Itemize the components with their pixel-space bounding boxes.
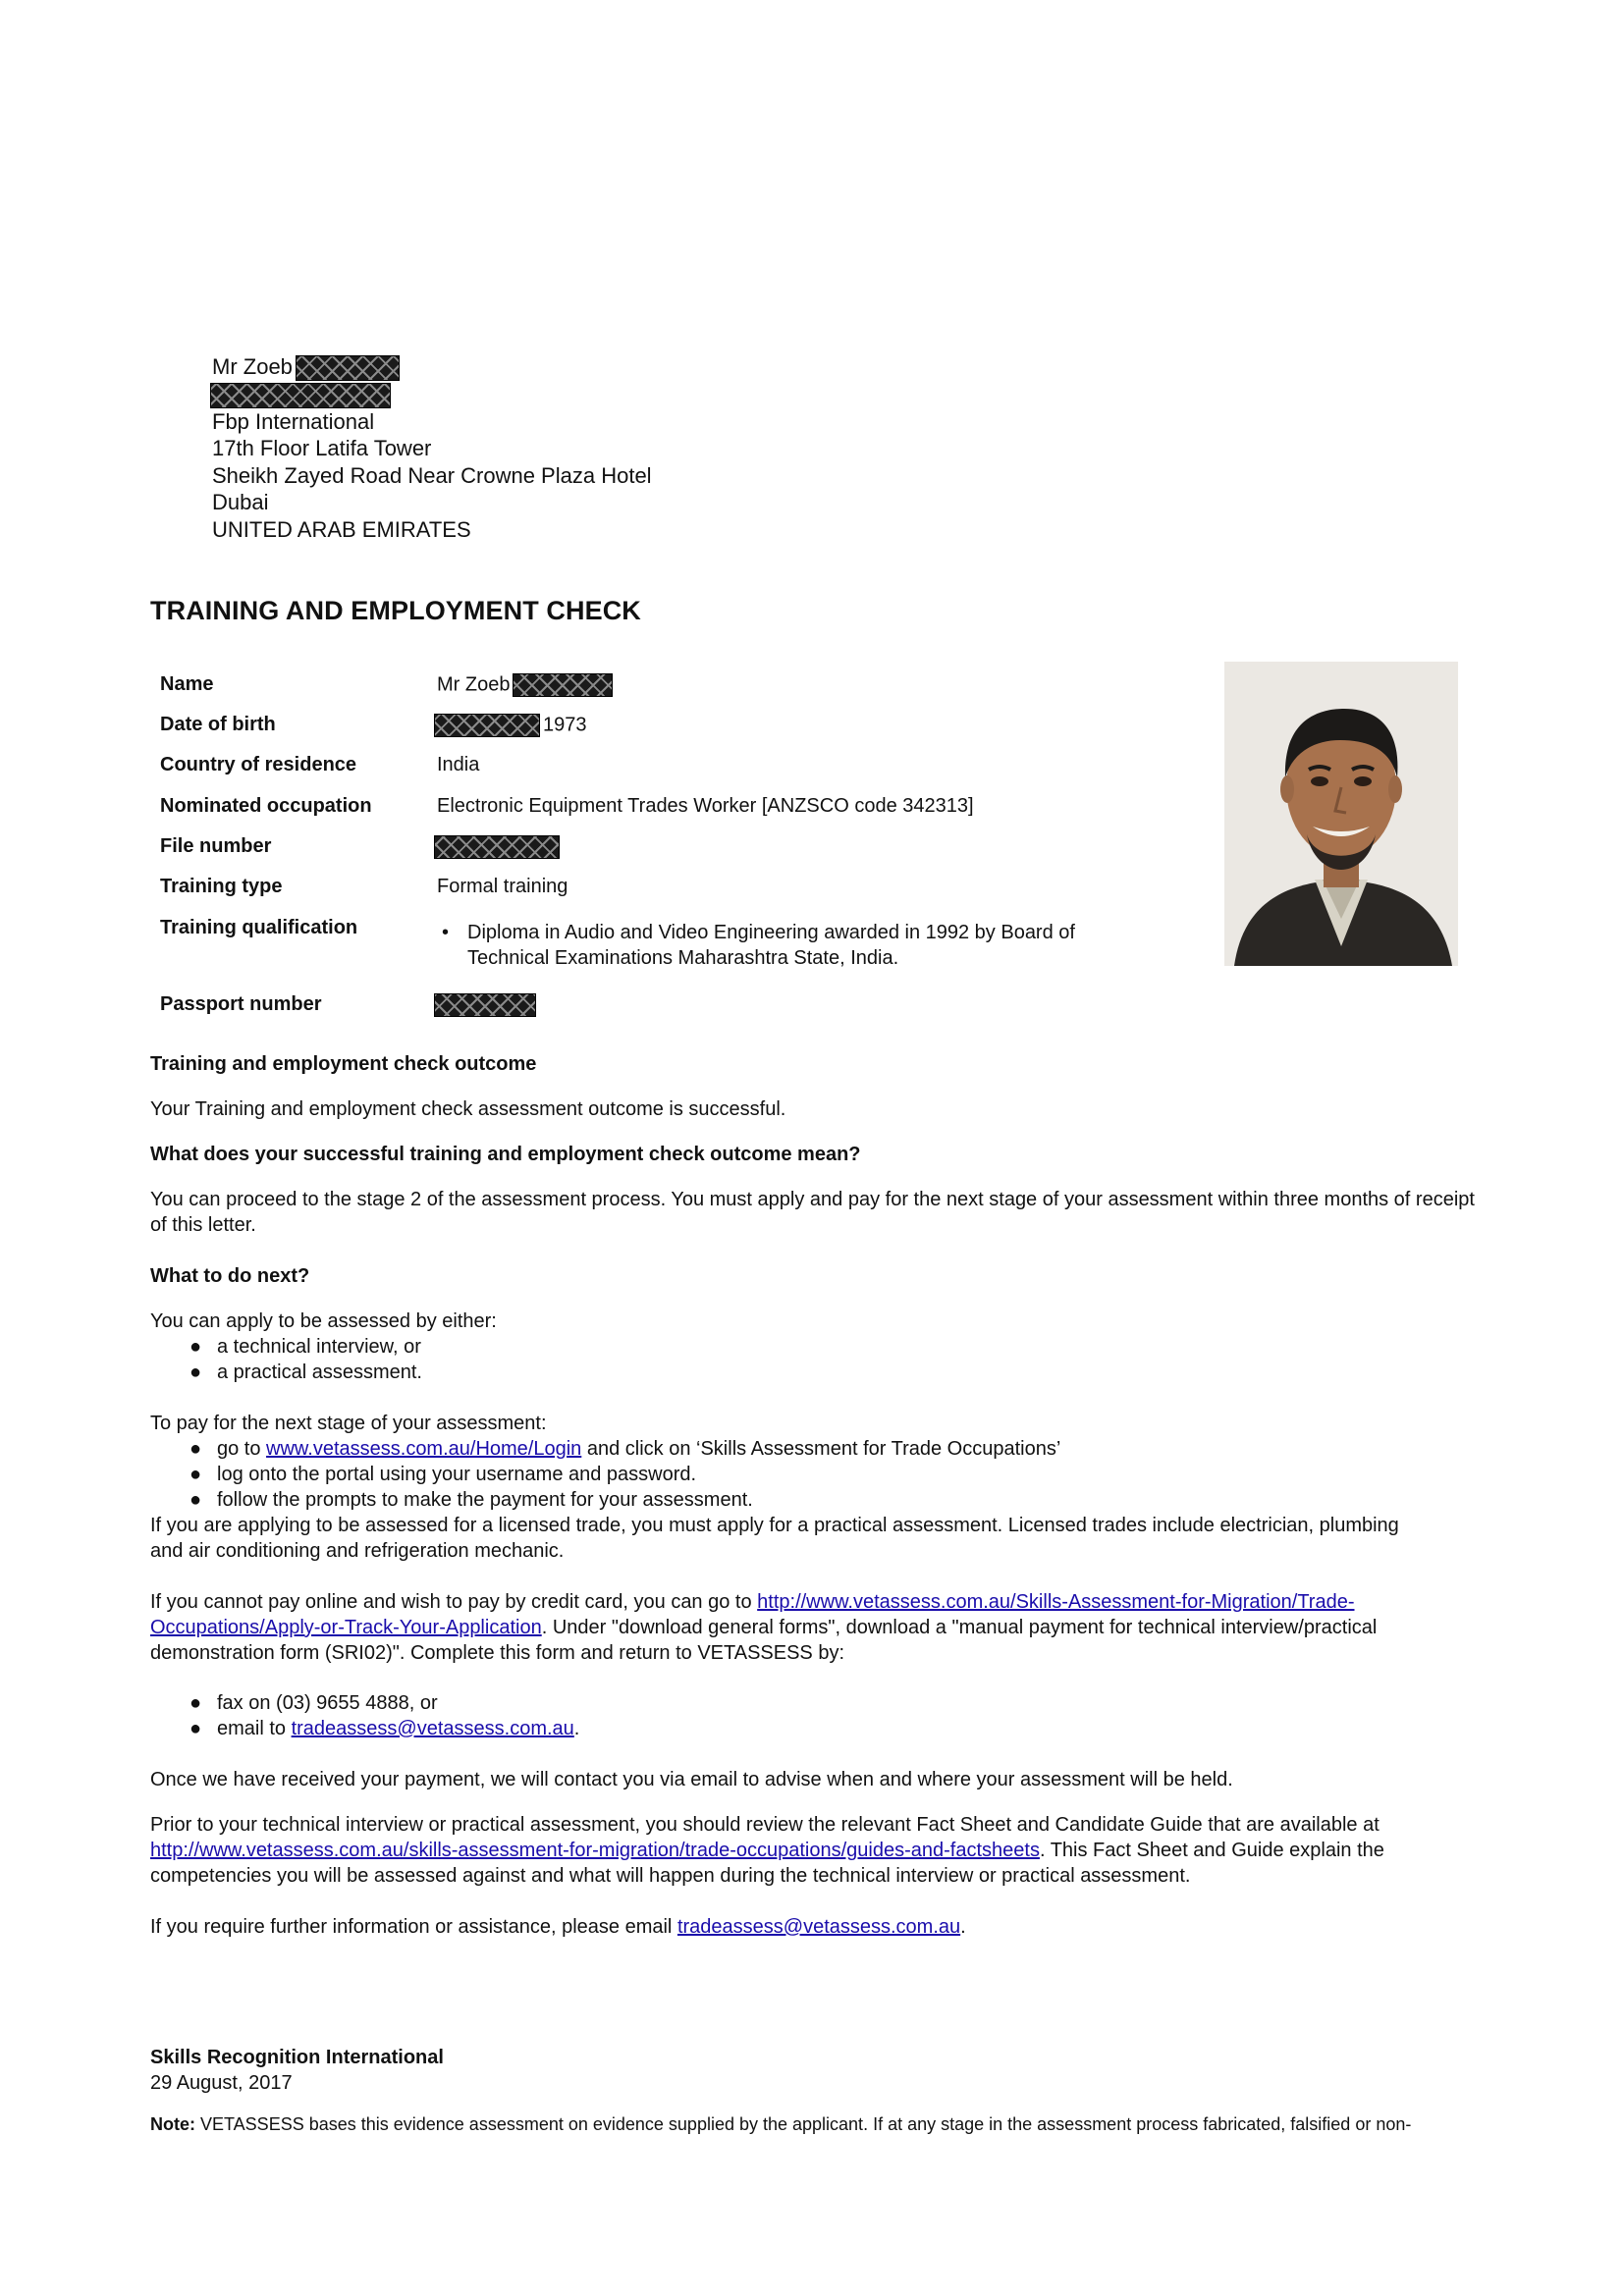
licensed-trade-text: If you are applying to be assessed for a licensed trade, you must apply for a practical assessment. Licensed trades include electrician, plumbing and air conditioning and refrigeration mechanic. bbox=[150, 1515, 1399, 1562]
tradeassess-email-link[interactable]: tradeassess@vetassess.com.au bbox=[291, 1718, 574, 1739]
credit-suffix: . Under "download general forms", download a "manual payment for technical interview/practical demonstration form (SRI02)". Complete this form and return to VETASSESS by: bbox=[150, 1617, 1378, 1664]
credit-card-paragraph bbox=[150, 1589, 1478, 1666]
redacted-address-line bbox=[210, 383, 391, 408]
step1-suffix: and click on ‘Skills Assessment for Trade Occupations’ bbox=[581, 1438, 1061, 1460]
applicant-photo-portrait bbox=[1224, 662, 1458, 966]
redacted-file-number bbox=[434, 835, 560, 859]
note bbox=[150, 2114, 1411, 2135]
option-item bbox=[189, 1360, 422, 1385]
address-line2: Sheikh Zayed Road Near Crowne Plaza Hotel bbox=[212, 462, 652, 488]
fax-text: fax on (03) 9655 4888, or bbox=[217, 1692, 438, 1714]
method-bullet: ● bbox=[189, 1692, 202, 1714]
pay-step-1 bbox=[189, 1436, 1060, 1462]
step1-prefix: go to bbox=[217, 1438, 267, 1460]
fax-item bbox=[189, 1690, 579, 1716]
recipient-name: Mr Zoeb bbox=[212, 354, 293, 379]
guides-factsheets-link[interactable]: http://www.vetassess.com.au/skills-assessment-for-migration/trade-occupations/guides-and-factsheets bbox=[150, 1840, 1040, 1861]
next-heading: What to do next? bbox=[150, 1265, 310, 1287]
passport-label: Passport number bbox=[160, 993, 322, 1015]
step-bullet: ● bbox=[189, 1489, 202, 1511]
step-bullet: ● bbox=[189, 1464, 202, 1485]
name-value: Mr Zoeb bbox=[437, 673, 511, 696]
redacted-name bbox=[513, 673, 613, 697]
step2-text: log onto the portal using your username and password. bbox=[217, 1464, 697, 1485]
occupation-label: Nominated occupation bbox=[160, 795, 372, 817]
residence-value: India bbox=[437, 754, 480, 775]
prior-suffix: . This Fact Sheet and Guide explain the competencies you will be assessed against and what will happen during the technical interview or practical assessment. bbox=[150, 1840, 1384, 1887]
further-info-paragraph bbox=[150, 1914, 1476, 1940]
signoff-org: Skills Recognition International bbox=[150, 2047, 444, 2068]
name-label: Name bbox=[160, 673, 214, 695]
meaning-heading: What does your successful training and employment check outcome mean? bbox=[150, 1144, 861, 1165]
occupation-value: Electronic Equipment Trades Worker [ANZSCO code 342313] bbox=[437, 795, 974, 817]
residence-label: Country of residence bbox=[160, 754, 357, 775]
file-number-label: File number bbox=[160, 835, 272, 857]
redacted-dob bbox=[434, 714, 540, 737]
step3-text: follow the prompts to make the payment for your assessment. bbox=[217, 1489, 753, 1511]
signoff-date: 29 August, 2017 bbox=[150, 2072, 293, 2094]
address-redacted-line bbox=[212, 381, 652, 408]
qualification-value: Diploma in Audio and Video Engineering awarded in 1992 by Board of Technical Examinations Maharashtra State, India. bbox=[467, 922, 1075, 969]
assessment-options-list bbox=[189, 1334, 422, 1385]
address-city: Dubai bbox=[212, 490, 269, 515]
further-email-link[interactable]: tradeassess@vetassess.com.au bbox=[676, 1916, 961, 1938]
pay-intro: To pay for the next stage of your assessment: bbox=[150, 1413, 547, 1434]
note-text: VETASSESS bases this evidence assessment on evidence supplied by the applicant. If at any stage in the assessment process fabricated, falsified or non- bbox=[195, 2114, 1412, 2134]
method-bullet: ● bbox=[189, 1718, 202, 1739]
document-title: TRAINING AND EMPLOYMENT CHECK bbox=[150, 596, 641, 625]
further-suffix: . bbox=[960, 1916, 966, 1938]
option-bullet: ● bbox=[189, 1362, 202, 1383]
file-number-row bbox=[434, 835, 560, 859]
dob-label: Date of birth bbox=[160, 714, 276, 735]
return-methods-list bbox=[189, 1690, 579, 1741]
dob-value-row bbox=[434, 714, 587, 737]
address-name-line bbox=[212, 353, 652, 381]
email-prefix: email to bbox=[217, 1718, 292, 1739]
option-text: a technical interview, or bbox=[217, 1336, 421, 1358]
qualification-label: Training qualification bbox=[160, 917, 358, 938]
pay-step-2 bbox=[189, 1462, 1060, 1487]
next-intro: You can apply to be assessed by either: bbox=[150, 1310, 497, 1332]
payment-received-text: Once we have received your payment, we will contact you via email to advise when and where your assessment will be held. bbox=[150, 1769, 1233, 1790]
login-link[interactable]: www.vetassess.com.au/Home/Login bbox=[266, 1438, 582, 1460]
apply-track-link[interactable]: http://www.vetassess.com.au/Skills-Assessment-for-Migration/Trade-Occupations/Apply-or-Track-Your-Application bbox=[150, 1591, 1355, 1638]
option-bullet: ● bbox=[189, 1336, 202, 1358]
pay-steps-list bbox=[189, 1436, 1060, 1513]
training-type-value: Formal training bbox=[437, 876, 568, 897]
dob-year: 1973 bbox=[543, 714, 587, 736]
meaning-text: You can proceed to the stage 2 of the assessment process. You must apply and pay for the next stage of your assessment within three months of receipt of this letter. bbox=[150, 1189, 1475, 1236]
credit-prefix: If you cannot pay online and wish to pay by credit card, you can go to bbox=[150, 1591, 758, 1613]
name-value-row bbox=[437, 673, 613, 697]
qualification-bullet: • bbox=[442, 922, 450, 943]
option-item bbox=[189, 1334, 422, 1360]
address-country: UNITED ARAB EMIRATES bbox=[212, 516, 471, 542]
step-bullet: ● bbox=[189, 1438, 202, 1460]
training-type-label: Training type bbox=[160, 876, 283, 897]
passport-row bbox=[434, 993, 536, 1017]
email-suffix: . bbox=[573, 1718, 580, 1739]
further-prefix: If you require further information or assistance, please email bbox=[150, 1916, 677, 1938]
option-text: a practical assessment. bbox=[217, 1362, 422, 1383]
outcome-text: Your Training and employment check assessment outcome is successful. bbox=[150, 1098, 786, 1120]
outcome-heading: Training and employment check outcome bbox=[150, 1053, 537, 1075]
prior-prefix: Prior to your technical interview or practical assessment, you should review the relevant Fact Sheet and Candidate Guide that are available at bbox=[150, 1814, 1380, 1836]
prior-paragraph bbox=[150, 1812, 1478, 1889]
pay-step-3 bbox=[189, 1487, 1060, 1513]
note-label: Note: bbox=[150, 2114, 195, 2134]
address-line1: 17th Floor Latifa Tower bbox=[212, 436, 432, 461]
email-item bbox=[189, 1716, 579, 1741]
redacted-surname bbox=[296, 355, 400, 381]
applicant-photo bbox=[1224, 662, 1458, 966]
address-company: Fbp International bbox=[212, 408, 375, 434]
redacted-passport bbox=[434, 993, 536, 1017]
qualification-list bbox=[442, 920, 1149, 971]
recipient-address bbox=[212, 353, 652, 543]
